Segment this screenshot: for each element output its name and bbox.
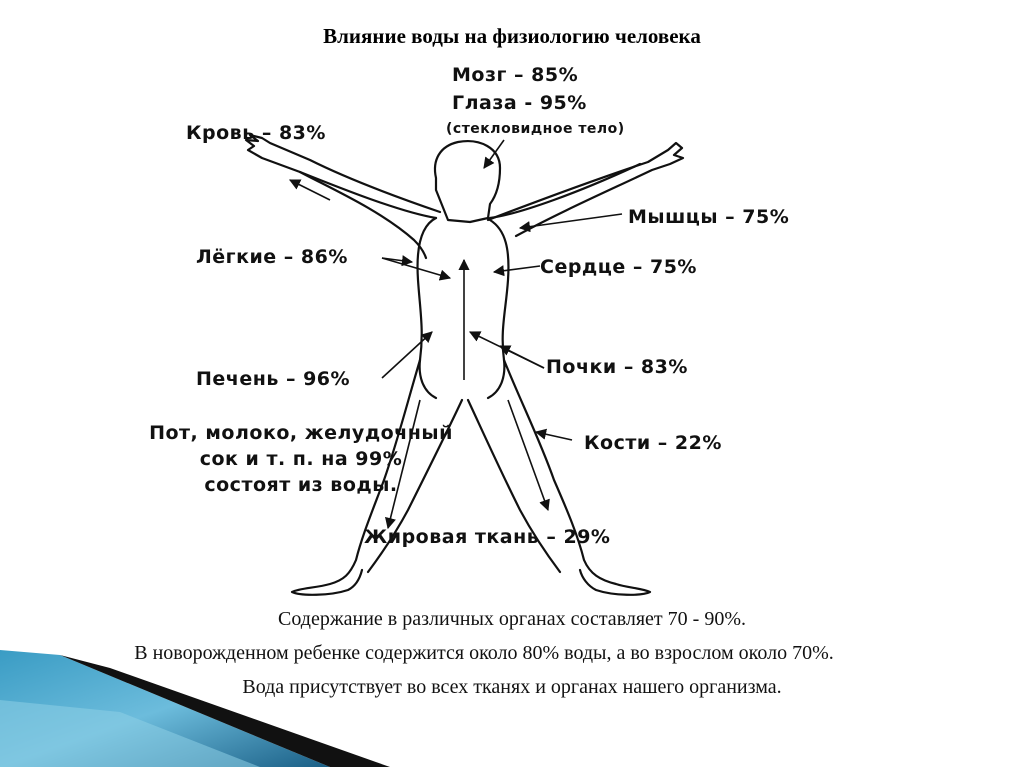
label-sweat-line-1: Пот, молоко, желудочный (149, 422, 453, 444)
label-sweat-line-2: сок и т. п. на 99% (199, 448, 403, 470)
label-heart: Сердце – 75% (540, 256, 697, 278)
label-blood: Кровь – 83% (186, 122, 326, 144)
figure-left-arm (246, 135, 440, 218)
label-lungs: Лёгкие – 86% (196, 246, 348, 268)
caption-line-1: Содержание в различных органах составляет 70 - 90%. (278, 608, 746, 630)
label-kidneys: Почки – 83% (546, 356, 688, 378)
figure-right-leg (504, 360, 650, 595)
slide-title: Влияние воды на физиологию человека (323, 24, 701, 48)
arrow-liver (382, 332, 432, 378)
label-fat: Жировая ткань – 29% (364, 526, 611, 548)
arrow-heart (494, 266, 540, 272)
label-muscles: Мышцы – 75% (628, 206, 790, 228)
label-eyes: Глаза - 95% (452, 92, 587, 114)
arrow-kidneys-2 (470, 332, 544, 368)
figure-head (435, 141, 500, 222)
arrow-bones (536, 432, 572, 440)
label-brain: Мозг – 85% (452, 64, 579, 86)
label-sweat (142, 420, 460, 498)
label-liver: Печень – 96% (196, 368, 351, 390)
arrow-blood (290, 180, 330, 200)
caption-line-3: Вода присутствует во всех тканях и органах нашего организма. (242, 676, 782, 698)
figure-torso-right (488, 220, 508, 398)
figure-torso-left (418, 218, 436, 398)
arrow-muscles (520, 214, 622, 228)
arrow-brain (484, 140, 504, 168)
caption-line-2: В новорожденном ребенке содержится около 80% воды, а во взрослом около 70%. (134, 642, 834, 664)
label-bones: Кости – 22% (584, 432, 722, 454)
label-sweat-line-3: состоят из воды. (204, 474, 398, 496)
arrow-lungs-2 (382, 258, 450, 278)
label-eyes-note: (стекловидное тело) (446, 121, 625, 137)
